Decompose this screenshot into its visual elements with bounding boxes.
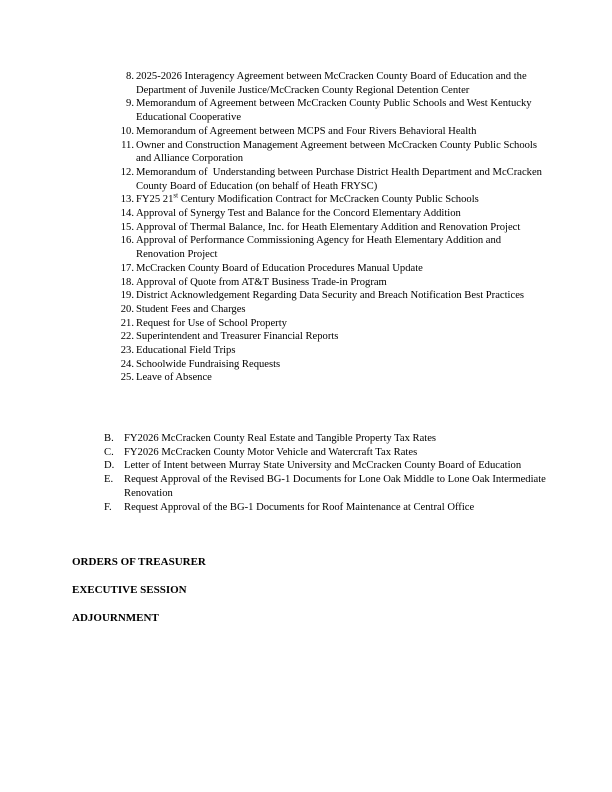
agenda-item-b: B. FY2026 McCracken County Real Estate and Tangible Property Tax Rates — [104, 433, 437, 444]
agenda-item-13: 13. FY25 21st Century Modification Contract for McCracken County Public Schools — [120, 191, 479, 206]
agenda-item-25: 25. Leave of Absence — [120, 372, 212, 384]
agenda-item-8: 8. 2025-2026 Interagency Agreement between McCracken County Board of Education and the Department of Juvenile Justice/McCracken County Regional Detention Center — [126, 71, 527, 96]
numbered-agenda-list — [112, 70, 552, 385]
agenda-item-23: 23. Educational Field Trips — [120, 345, 236, 357]
agenda-item-21: 21. Request for Use of School Property — [120, 317, 287, 329]
agenda-item-12: 12. Memorandum of Understanding between Purchase District Health Department and McCracken County Board of Education (on behalf of Heath FRYSC) — [120, 166, 545, 192]
agenda-item-19: 19. District Acknowledgement Regarding Data Security and Breach Notification Best Practices — [120, 290, 525, 302]
agenda-item-10: 10. Memorandum of Agreement between MCPS and Four Rivers Behavioral Health — [120, 125, 477, 137]
agenda-item-f: F. Request Approval of the BG-1 Documents for Roof Maintenance at Central Office — [104, 501, 475, 513]
orders-of-treasurer-heading: ORDERS OF TREASURER — [72, 556, 206, 568]
adjournment-heading: ADJOURNMENT — [72, 612, 159, 624]
executive-session-heading: EXECUTIVE SESSION — [72, 584, 187, 596]
agenda-item-24: 24. Schoolwide Fundraising Requests — [120, 358, 281, 370]
agenda-item-d: D. Letter of Intent between Murray State University and McCracken County Board of Education — [104, 460, 522, 472]
agenda-item-20: 20. Student Fees and Charges — [120, 303, 246, 315]
agenda-item-14: 14. Approval of Synergy Test and Balance for the Concord Elementary Addition — [120, 208, 461, 220]
agenda-item-9: 9. Memorandum of Agreement between McCracken County Public Schools and West Kentucky Educational Cooperative — [126, 98, 532, 124]
agenda-item-18: 18. Approval of Quote from AT&T Business Trade-in Program — [120, 276, 387, 288]
agenda-item-e: E. Request Approval of the Revised BG-1 Documents for Lone Oak Middle to Lone Oak Intermediate Renovation — [104, 474, 546, 499]
agenda-item-22: 22. Superintendent and Treasurer Financial Reports — [120, 331, 339, 343]
lettered-agenda-list — [104, 432, 552, 514]
agenda-item-11: 11. Owner and Construction Management Agreement between McCracken County Public Schools and Alliance Corporation — [121, 139, 537, 165]
agenda-item-17: 17. McCracken County Board of Education Procedures Manual Update — [120, 262, 423, 274]
agenda-item-15: 15. Approval of Thermal Balance, Inc. for Heath Elementary Addition and Renovation Project — [120, 221, 521, 233]
agenda-item-16: 16. Approval of Performance Commissioning Agency for Heath Elementary Addition and Renovation Project — [120, 235, 502, 261]
agenda-item-c: C. FY2026 McCracken County Motor Vehicle and Watercraft Tax Rates — [104, 446, 418, 458]
